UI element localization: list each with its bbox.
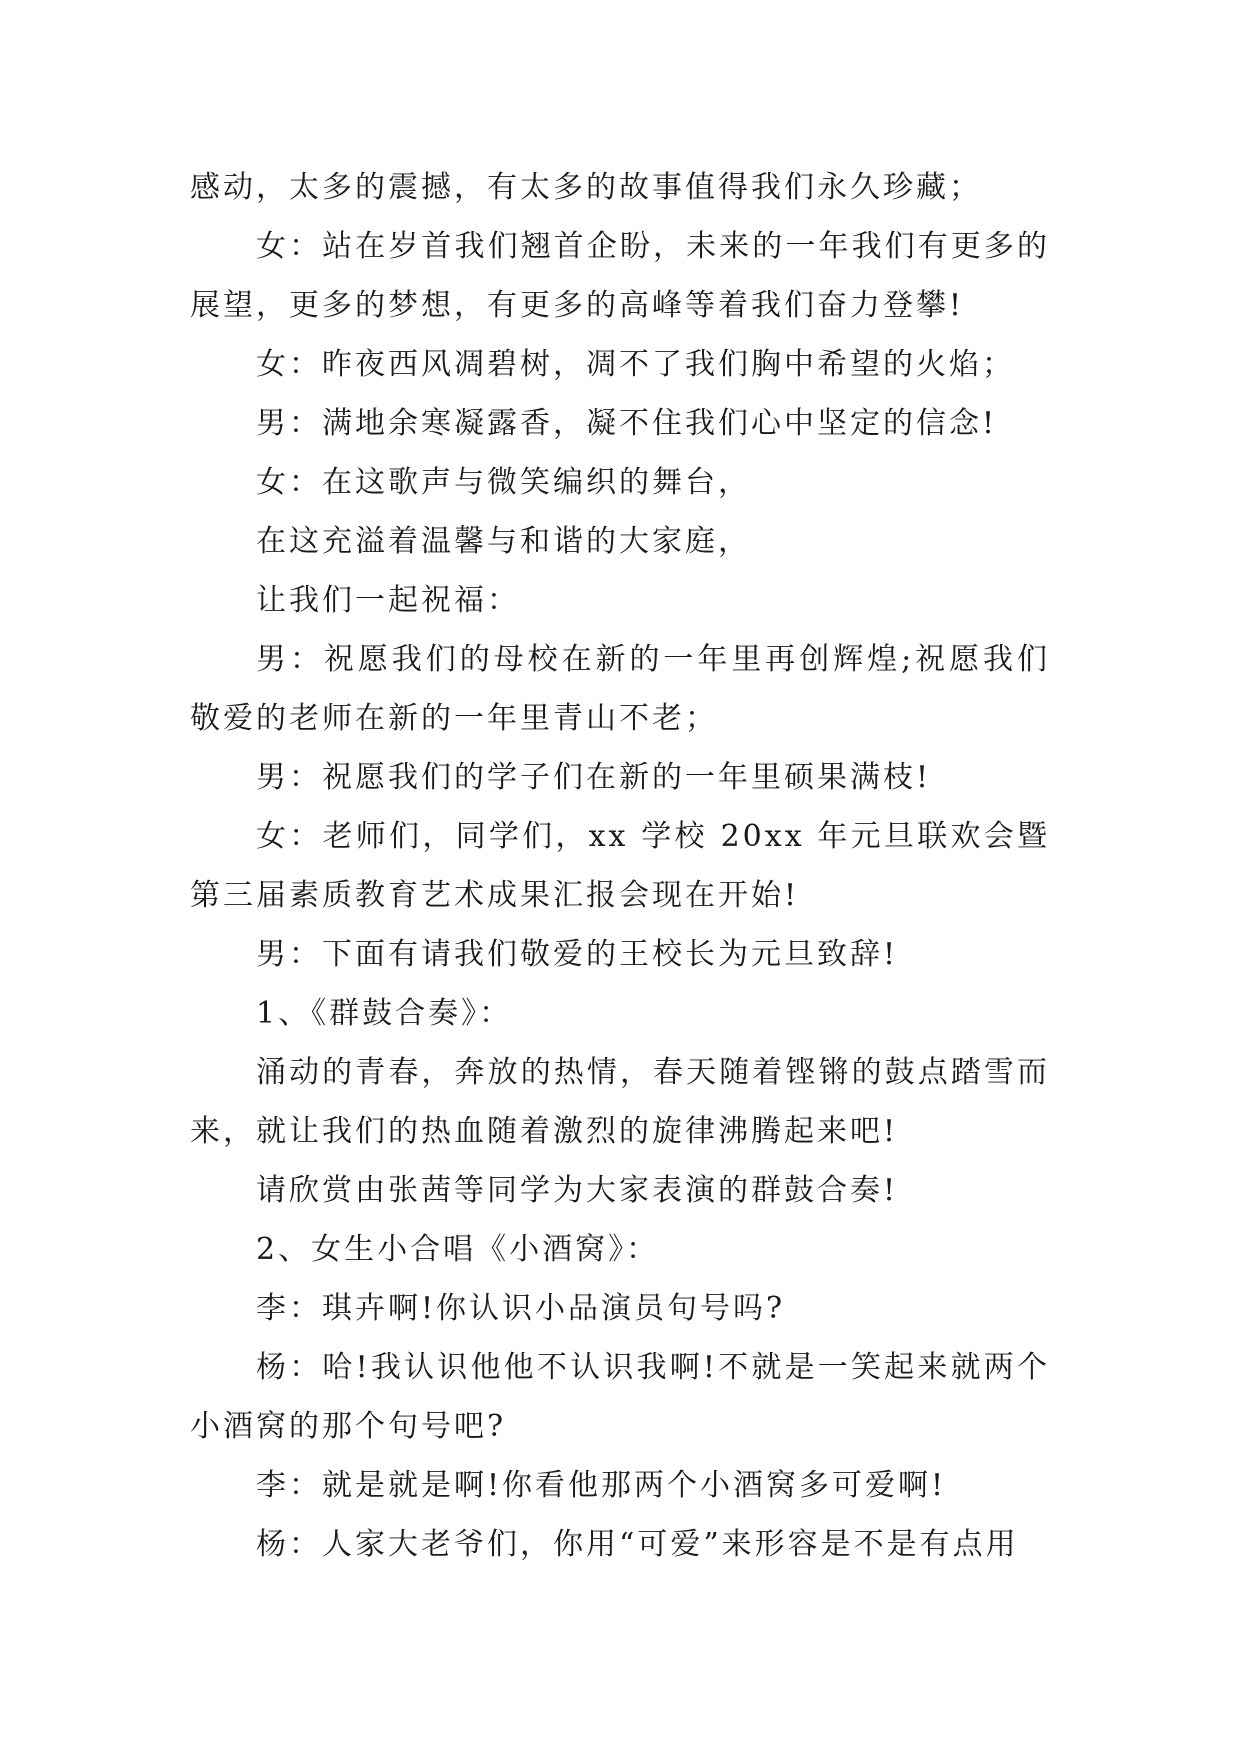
paragraph-13: 涌动的青春，奔放的热情，春天随着铿锵的鼓点踏雪而来，就让我们的热血随着激烈的旋律沸腾起来吧! (190, 1055, 1050, 1149)
paragraph-15: 2、女生小合唱《小酒窝》： (256, 1232, 660, 1267)
paragraph-7: 让我们一起祝福： (256, 583, 520, 618)
paragraph-4: 男：满地余寒凝露香，凝不住我们心中坚定的信念! (256, 406, 998, 441)
paragraph-3: 女：昨夜西风凋碧树，凋不了我们胸中希望的火焰； (256, 347, 1015, 382)
paragraph-16: 李：琪卉啊!你认识小品演员句号吗? (256, 1291, 786, 1326)
paragraph-9: 男：祝愿我们的学子们在新的一年里硕果满枝! (256, 760, 932, 795)
paragraph-6: 在这充溢着温馨与和谐的大家庭， (256, 524, 751, 559)
paragraph-17: 杨：哈!我认识他他不认识我啊!不就是一笑起来就两个小酒窝的那个句号吧? (190, 1350, 1050, 1444)
paragraph-12: 1、《群鼓合奏》： (256, 996, 513, 1031)
paragraph-1: 感动，太多的震撼，有太多的故事值得我们永久珍藏； (190, 170, 982, 205)
paragraph-11: 男：下面有请我们敬爱的王校长为元旦致辞! (256, 937, 899, 972)
paragraph-8: 男：祝愿我们的母校在新的一年里再创辉煌;祝愿我们敬爱的老师在新的一年里青山不老； (190, 642, 1050, 736)
paragraph-19: 杨：人家大老爷们，你用“可爱”来形容是不是有点用 (256, 1527, 1019, 1562)
document-body (190, 158, 1050, 1574)
paragraph-14: 请欣赏由张茜等同学为大家表演的群鼓合奏! (256, 1173, 899, 1208)
paragraph-18: 李：就是就是啊!你看他那两个小酒窝多可爱啊! (256, 1468, 947, 1503)
paragraph-10: 女：老师们，同学们，xx 学校 20xx 年元旦联欢会暨第三届素质教育艺术成果汇报会现在开始! (190, 819, 1050, 913)
paragraph-5: 女：在这歌声与微笑编织的舞台， (256, 465, 751, 500)
paragraph-2: 女：站在岁首我们翘首企盼，未来的一年我们有更多的展望，更多的梦想，有更多的高峰等着我们奋力登攀! (190, 229, 1050, 323)
